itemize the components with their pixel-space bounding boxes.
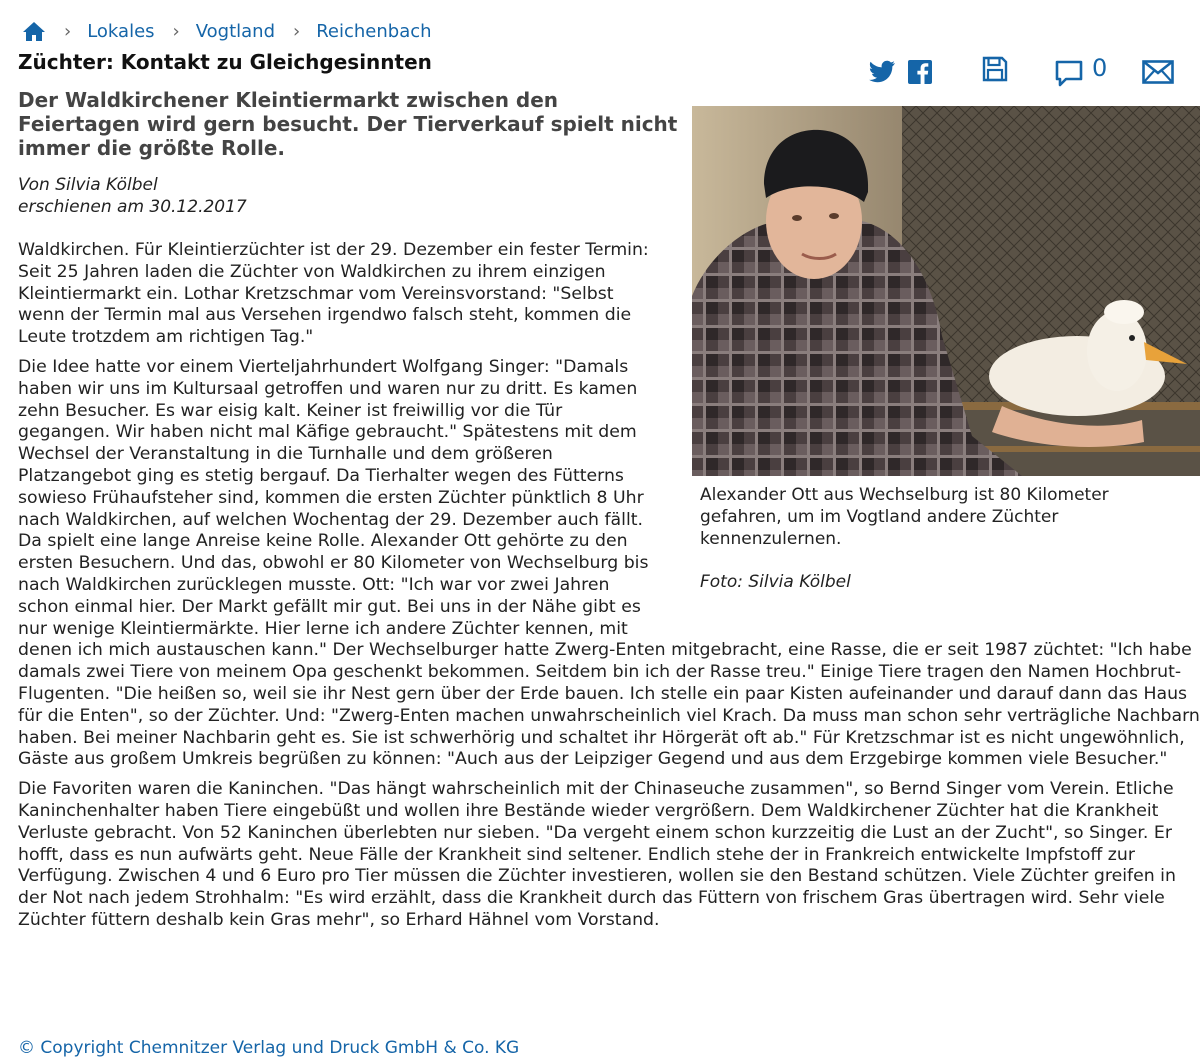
twitter-icon[interactable] bbox=[868, 60, 896, 84]
save-icon[interactable] bbox=[982, 56, 1008, 82]
publish-date: erschienen am 30.12.2017 bbox=[18, 197, 247, 217]
article-title: Züchter: Kontakt zu Gleichgesinnten bbox=[18, 50, 432, 74]
figure-spacer bbox=[652, 240, 1200, 632]
author: Von Silvia Kölbel bbox=[18, 175, 158, 195]
chevron-right-icon: › bbox=[293, 20, 301, 42]
mail-icon[interactable] bbox=[1142, 60, 1174, 84]
comment-icon[interactable] bbox=[1054, 60, 1084, 88]
copyright-notice[interactable]: © Copyright Chemnitzer Verlag und Druck GmbH & Co. KG bbox=[18, 1038, 520, 1058]
facebook-icon[interactable] bbox=[908, 60, 932, 84]
breadcrumb-link-reichenbach[interactable]: Reichenbach bbox=[316, 20, 432, 42]
article-paragraph: Waldkirchen. Für Kleintierzüchter ist der 29. Dezember ein fester Termin: Seit 25 Jahren laden die Züchter von Waldkirchen zu ihrem einzigen Kleintiermarkt ein. Lothar Kretzschmar vom Vereinsvorstand: "Selbst wenn der Termin mal aus Versehen irgendwo falsch steht, kommen die Leute trotzdem am richtigen Tag." bbox=[18, 240, 649, 348]
chevron-right-icon: › bbox=[172, 20, 180, 42]
breadcrumb bbox=[22, 16, 432, 46]
article-paragraph: Die Idee hatte vor einem Vierteljahrhundert Wolfgang Singer: "Damals haben wir uns im Kultursaal getroffen und waren nur zu dritt. Es kamen zehn Besucher. Es war eisig kalt. Keiner ist freiwillig vor die Tür gegangen. Wir haben nicht mal Käfige gebraucht." Spätestens mit dem Wechsel der Veranstaltung in die Turnhalle und dem größeren Platzangebot ging es stetig bergauf. Da Tierhalter wegen des Fütterns sowieso Frühaufsteher sind, kommen die ersten Züchter pünktlich 8 Uhr nach Waldkirchen, auf welchen Wochentag der 29. Dezember auch fällt. Da spielt eine lange Anreise keine Rolle. Alexander Ott gehörte zu den ersten Besuchern. Und das, obwohl er 80 Kilometer von Wechselburg bis nach Waldkirchen zurücklegen musste. Ott: "Ich war vor zwei Jahren schon einmal hier. Der Markt gefällt mir gut. Bei uns in der Nähe gibt es nur wenige Kleintiermärkte. Hier lerne ich andere Züchter kennen, mit denen ich mich austauschen kann." Der Wechselburger hatte Zwerg-Enten mitgebracht, eine Rasse, die er seit 1987 züchtet: "Ich habe damals zwei Tiere von meinem Opa geschenkt bekommen. Seitdem bin ich der Rasse treu." Einige Tiere tragen den Namen Hochbrut-Flugenten. "Die heißen so, weil sie ihr Nest gern über der Erde bauen. Ich stelle ein paar Kisten aufeinander und darauf dann das Haus für die Enten", so der Züchter. Und: "Zwerg-Enten machen unwahrscheinlich viel Krach. Da muss man schon sehr verträgliche Nachbarn haben. Bei meiner Nachbarin geht es. Sie ist schwerhörig und schaltet ihr Hörgerät oft ab." Für Kretzschmar ist es nicht ungewöhnlich, Gäste aus großem Umkreis begrüßen zu können: "Auch aus der Leipziger Gegend und aus dem Erzgebirge kommen viele Besucher." bbox=[18, 356, 1200, 770]
article-paragraph: Die Favoriten waren die Kaninchen. "Das hängt wahrscheinlich mit der Chinaseuche zusammen", so Bernd Singer vom Verein. Etliche Kaninchenhalter haben Tiere eingebüßt und wollen ihre Bestände wieder vergrößern. Dem Waldkirchener Züchter hat die Krankheit Verluste gebracht. Von 52 Kaninchen überlebten nur sieben. "Da vergeht einem schon kurzzeitig die Lust an der Zucht", so Singer. Er hofft, dass es nun aufwärts geht. Neue Fälle der Krankheit sind seltener. Endlich stehe der in Frankreich entwickelte Impfstoff zur Verfügung. Zwischen 4 und 6 Euro pro Tier müssen die Züchter investieren, wollen sie den Bestand schützen. Viele Züchter greifen in der Not nach jedem Strohhalm: "Es wird erzählt, dass die Krankheit durch das Füttern von frischem Gras übertragen wird. Sehr viele Züchter füttern deshalb kein Gras mehr", so Erhard Hähnel vom Vorstand. bbox=[18, 779, 1176, 930]
article-lede: Der Waldkirchener Kleintiermarkt zwischen den Feiertagen wird gern besucht. Der Tierverkauf spielt nicht immer die größte Rolle. bbox=[18, 88, 678, 160]
chevron-right-icon: › bbox=[64, 20, 72, 42]
photo-credit: Foto: Silvia Kölbel bbox=[700, 572, 851, 592]
article-byline bbox=[18, 174, 247, 218]
comment-count[interactable]: 0 bbox=[1092, 54, 1108, 82]
home-icon[interactable] bbox=[22, 20, 46, 42]
breadcrumb-link-lokales[interactable]: Lokales bbox=[87, 20, 155, 42]
article-body bbox=[18, 240, 1200, 940]
breadcrumb-link-vogtland[interactable]: Vogtland bbox=[195, 20, 276, 42]
figure-caption: Alexander Ott aus Wechselburg ist 80 Kilometer gefahren, um im Vogtland andere Züchter kennenzulernen. bbox=[700, 485, 1109, 549]
share-toolbar bbox=[860, 56, 1180, 90]
